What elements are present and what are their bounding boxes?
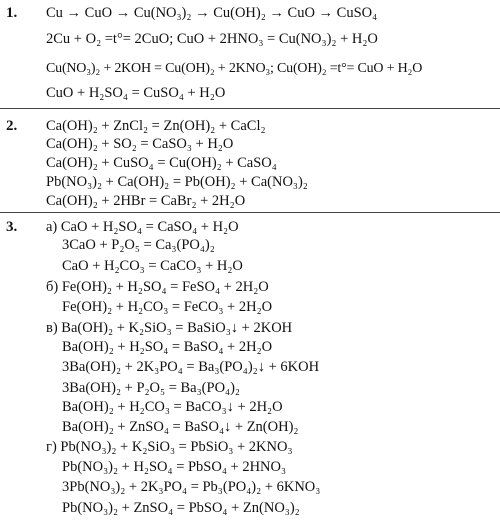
s3-a-line-1: а) CaO + H₂SO₄ = CaSO₄ + H₂O [46,219,239,235]
s3-c-line-4: 3Ba(OH)₂ + P₂O₅ = Ba₃(PO₄)₂ [62,380,240,396]
s1-chain: Cu → CuO → Cu(NO₃)₂ → Cu(OH)₂ → CuO → CuSO₄ [46,5,378,21]
s1-line-3: Cu(NO₃)₂ + 2KOH = Cu(OH)₂ + 2KNO₃; Cu(OH)₂ =t°= CuO + H₂O [46,61,423,76]
s2-line-2: Ca(OH)₂ + SO₂ = CaSO₃ + H₂O [46,136,234,152]
s3-d-line-1: г) Pb(NO₃)₂ + K₂SiO₃ = PbSiO₃ + 2KNO₃ [46,439,293,455]
s3-c-line-6: Ba(OH)₂ + ZnSO₄ = BaSO₄↓ + Zn(OH)₂ [62,419,299,435]
section-3-number: 3. [6,219,18,235]
s3-a-line-2: 3CaO + P₂O₅ = Ca₃(PO₄)₂ [62,237,215,253]
divider-1 [0,108,500,109]
s2-line-4: Pb(NO₃)₂ + Ca(OH)₂ = Pb(OH)₂ + Ca(NO₃)₂ [46,174,308,190]
s2-line-3: Ca(OH)₂ + CuSO₄ = Cu(OH)₂ + CaSO₄ [46,155,277,171]
s1-line-4: CuO + H₂SO₄ = CuSO₄ + H₂O [46,85,226,101]
s3-d-line-2: Pb(NO₃)₂ + H₂SO₄ = PbSO₄ + 2HNO₃ [62,459,287,475]
s2-line-5: Ca(OH)₂ + 2HBr = CaBr₂ + 2H₂O [46,193,246,209]
s3-c-line-3: 3Ba(OH)₂ + 2K₃PO₄ = Ba₃(PO₄)₂↓ + 6KOH [62,359,320,375]
s3-d-line-3: 3Pb(NO₃)₂ + 2K₃PO₄ = Pb₃(PO₄)₂ + 6KNO₃ [62,479,321,495]
s3-a-line-3: CaO + H₂CO₃ = CaCO₃ + H₂O [62,258,243,274]
s3-b-line-2: Fe(OH)₂ + H₂CO₃ = FeCO₃ + 2H₂O [62,299,273,315]
s3-c-line-5: Ba(OH)₂ + H₂CO₃ = BaCO₃↓ + 2H₂O [62,399,283,415]
divider-2 [0,212,500,213]
s1-line-2: 2Cu + O₂ =t°= 2CuO; CuO + 2HNO₃ = Cu(NO₃)₂ + H₂O [46,31,378,47]
section-2-number: 2. [6,118,18,134]
section-1-number: 1. [6,5,18,21]
s3-b-line-1: б) Fe(OH)₂ + H₂SO₄ = FeSO₄ + 2H₂O [46,279,269,295]
s3-d-line-4: Pb(NO₃)₂ + ZnSO₄ = PbSO₄ + Zn(NO₃)₂ [62,500,300,516]
s3-c-line-1: в) Ba(OH)₂ + K₂SiO₃ = BaSiO₃↓ + 2KOH [46,320,293,336]
s3-c-line-2: Ba(OH)₂ + H₂SO₄ = BaSO₄ + 2H₂O [62,339,273,355]
s2-line-1: Ca(OH)₂ + ZnCl₂ = Zn(OH)₂ + CaCl₂ [46,118,266,134]
